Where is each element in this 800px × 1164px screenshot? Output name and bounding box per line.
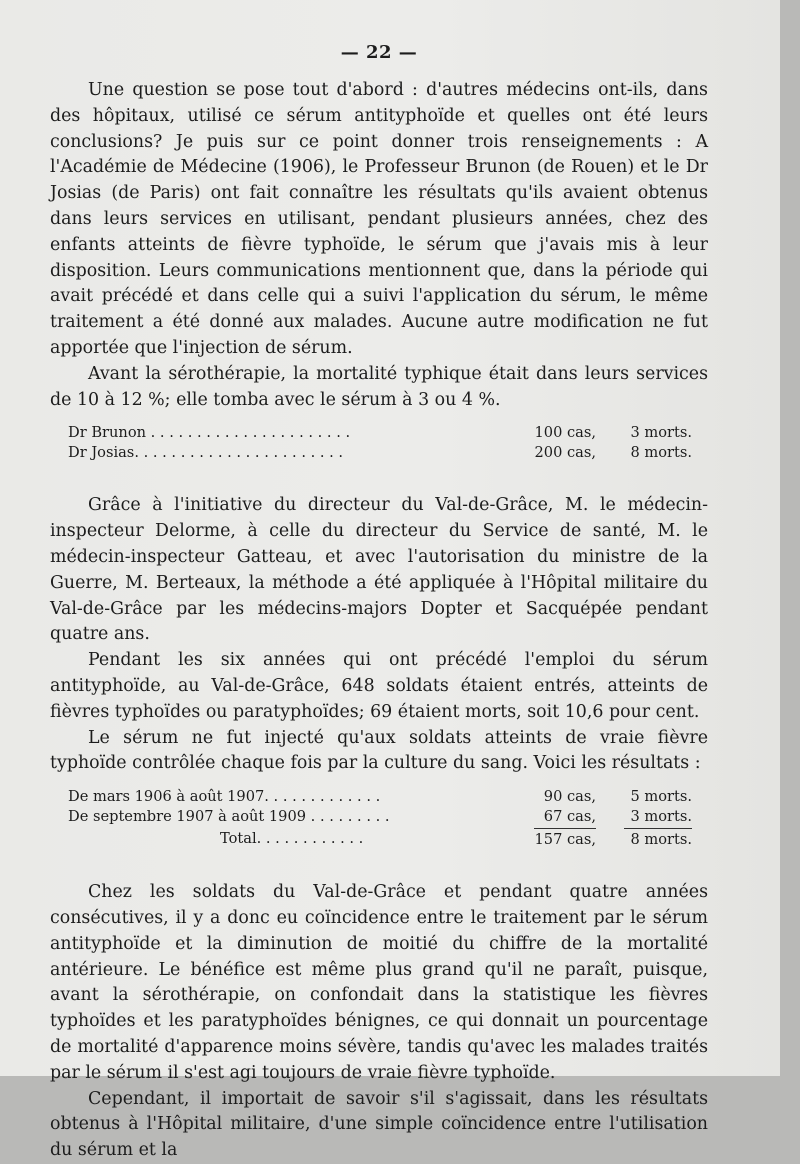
table-doctors: [50, 423, 708, 463]
row-cases: 67 cas,: [543, 808, 596, 826]
table-row: [50, 443, 708, 463]
row-label: Dr Josias. . . . . . . . . . . . . . . . . . . . . . .: [68, 444, 344, 462]
row-cases: 100 cas,: [534, 424, 596, 442]
paragraph-six-years: Pendant les six années qui ont précédé l'emploi du sérum antityphoïde, au Val-de-Grâce, 648 soldats étaient entrés, atteints de fièvres typhoïdes ou paratyphoïdes; 69 étaient morts, soit 10,6 pour cent.: [50, 650, 708, 722]
table-row: [50, 787, 708, 807]
row-label: De septembre 1907 à août 1909 . . . . . . . . .: [68, 808, 390, 826]
row-label: De mars 1906 à août 1907. . . . . . . . . . . . .: [68, 788, 381, 806]
total-cases: 157 cas,: [526, 827, 602, 850]
row-deaths: 3 morts.: [630, 424, 692, 442]
paragraph-conclusion: Chez les soldats du Val-de-Grâce et pendant quatre années consécutives, il y a donc eu coïncidence entre le traitement par le sérum antityphoïde et la diminution de moitié du chiffre de la mortalité antérieure. Le bénéfice est même plus grand qu'il ne paraît, puisque, avant la sérothérapie, on confondait dans la statistique les fièvres typhoïdes et les paratyphoïdes bénignes, ce qui donnait un pourcentage de mortalité d'apparence moins sévère, tandis qu'avec les malades traités par le sérum il s'est agi toujours de vraie fièvre typhoïde.: [50, 882, 708, 1083]
paragraph-val-de-grace: Grâce à l'initiative du directeur du Val-de-Grâce, M. le médecin-inspecteur Delorme, à celle du directeur du Service de santé, M. le médecin-inspecteur Gatteau, et avec l'autorisation du ministre de la Guerre, M. Berteaux, la méthode a été appliquée à l'Hôpital militaire du Val-de-Grâce par les médecins-majors Dopter et Sacquépée pendant quatre ans.: [50, 495, 708, 645]
paragraph-question: Une question se pose tout d'abord : d'autres médecins ont-ils, dans des hôpitaux, utilisé ce sérum antityphoïde et quelles ont été leurs conclusions? Je puis sur ce point donner trois renseignements : A l'Académie de Médecine (1906), le Professeur Brunon (de Rouen) et le Dr Josias (de Paris) ont fait connaître les résultats qu'ils avaient obtenus dans leurs services en utilisant, pendant plusieurs années, chez des enfants atteints de fièvre typhoïde, le sérum que j'avais mis à leur disposition. Leurs communications mentionnent que, dans la période qui avait précédé et dans celle qui a suivi l'application du sérum, le même traitement a été donné aux malades. Aucune autre modification ne fut apportée que l'injection de sérum.: [50, 80, 708, 358]
row-cases: 90 cas,: [543, 788, 596, 806]
table-row: [50, 423, 708, 443]
row-deaths: 3 morts.: [630, 808, 692, 826]
page-number: — 22 —: [340, 42, 418, 63]
row-deaths: 8 morts.: [630, 444, 692, 462]
row-label: Dr Brunon . . . . . . . . . . . . . . . . . . . . . .: [68, 424, 351, 442]
paragraph-serum-injected: Le sérum ne fut injecté qu'aux soldats atteints de vraie fièvre typhoïde contrôlée chaque fois par la culture du sang. Voici les résultats :: [50, 727, 708, 774]
total-label: Total. . . . . . . . . . . .: [220, 829, 364, 847]
table-total-row: [50, 827, 708, 850]
paragraph-continuation: Cependant, il importait de savoir s'il s'agissait, dans les résultats obtenus à l'Hôpital militaire, d'une simple coïncidence entre l'utilisation du sérum et la: [50, 1088, 708, 1161]
row-deaths: 5 morts.: [630, 788, 692, 806]
total-deaths: 8 morts.: [602, 827, 708, 850]
row-cases: 200 cas,: [534, 444, 596, 462]
table-row: [50, 807, 708, 827]
table-results: [50, 787, 708, 850]
paragraph-mortality-before: Avant la sérothérapie, la mortalité typhique était dans leurs services de 10 à 12 %; elle tomba avec le sérum à 3 ou 4 %.: [50, 363, 708, 410]
